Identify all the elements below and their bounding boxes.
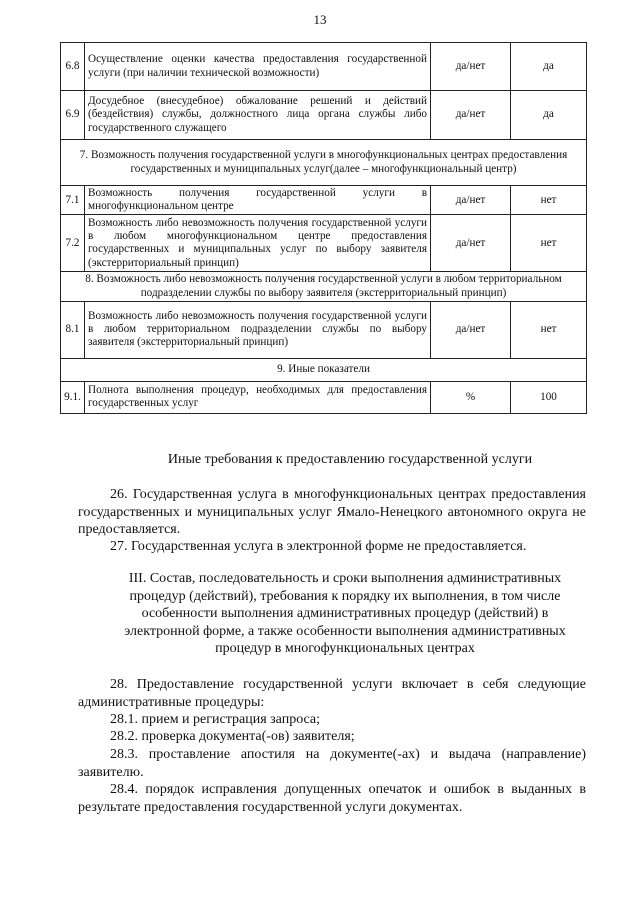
row-value: 100 xyxy=(511,381,587,413)
table-section-row xyxy=(61,358,587,381)
paragraph-28: 28. Предоставление государственной услуги включает в себя следующие административные процедуры: xyxy=(78,677,586,710)
table-row xyxy=(61,301,587,358)
indicators-table xyxy=(60,42,587,414)
other-requirements-heading: Иные требования к предоставлению государственной услуги xyxy=(167,452,533,467)
table-row xyxy=(61,91,587,140)
row-value: нет xyxy=(511,301,587,358)
row-description: Возможность либо невозможность получения государственной услуги в любом территориальном подразделении службы по выбору заявителя (экстерриториальный принцип) xyxy=(85,301,431,358)
paragraph-28-2: 28.2. проверка документа(-ов) заявителя; xyxy=(110,729,355,744)
row-description: Осуществление оценки качества предоставления государственной услуги (при наличии технической возможности) xyxy=(85,43,431,91)
row-value: нет xyxy=(511,215,587,272)
page-number: 13 xyxy=(313,12,327,27)
table-row xyxy=(61,381,587,413)
table-section-row xyxy=(61,272,587,301)
paragraph-28-3: 28.3. проставление апостиля на документе(-ах) и выдача (направление) заявителю. xyxy=(78,747,586,780)
row-unit: да/нет xyxy=(431,186,511,215)
row-value: да xyxy=(511,91,587,140)
row-unit: % xyxy=(431,381,511,413)
row-number: 7.2 xyxy=(61,215,85,272)
section-title: 7. Возможность получения государственной услуги в многофункциональных центрах предоставления государственных и муниципальных услуг(далее – многофункциональный центр) xyxy=(61,140,587,186)
row-description: Возможность получения государственной услуги в многофункциональном центре xyxy=(85,186,431,215)
paragraph-26: 26. Государственная услуга в многофункциональных центрах предоставления государственных и муниципальных услуг Ямало-Ненецкого автономного округа не предоставляется. xyxy=(78,487,586,537)
row-description: Досудебное (внесудебное) обжалование решений и действий (бездействия) службы, должностного лица органа службы либо государственного служащего xyxy=(85,91,431,140)
row-description: Возможность либо невозможность получения государственной услуги в любом многофункциональном центре предоставления государственных и муниципальных услуг по выбору заявителя (экстерриториальный принцип) xyxy=(85,215,431,272)
table-row xyxy=(61,186,587,215)
row-description: Полнота выполнения процедур, необходимых для предоставления государственных услуг xyxy=(85,381,431,413)
row-unit: да/нет xyxy=(431,91,511,140)
row-unit: да/нет xyxy=(431,301,511,358)
row-number: 8.1 xyxy=(61,301,85,358)
row-value: нет xyxy=(511,186,587,215)
row-number: 7.1 xyxy=(61,186,85,215)
section-title: 8. Возможность либо невозможность получения государственной услуги в любом территориальном подразделении службы по выбору заявителя (экстерриториальный принцип) xyxy=(61,272,587,301)
row-unit: да/нет xyxy=(431,215,511,272)
table-section-row xyxy=(61,140,587,186)
row-value: да xyxy=(511,43,587,91)
table-row xyxy=(61,43,587,91)
table-row xyxy=(61,215,587,272)
row-number: 6.8 xyxy=(61,43,85,91)
row-number: 6.9 xyxy=(61,91,85,140)
row-number: 9.1. xyxy=(61,381,85,413)
section-title: 9. Иные показатели xyxy=(61,358,587,381)
paragraph-28-1: 28.1. прием и регистрация запроса; xyxy=(110,712,321,727)
paragraph-27: 27. Государственная услуга в электронной форме не предоставляется. xyxy=(110,539,527,554)
paragraph-28-4: 28.4. порядок исправления допущенных опечаток и ошибок в выданных в результате предоставления государственной услуги документах. xyxy=(78,782,586,815)
section-3-heading: III. Состав, последовательность и сроки выполнения административных процедур (действий), требования к порядку их выполнения, в том числе особенности выполнения административных процедур (действий) в электронной форме, а также особенности выполнения административных процедур в многофункциональных центрах xyxy=(124,571,566,656)
row-unit: да/нет xyxy=(431,43,511,91)
